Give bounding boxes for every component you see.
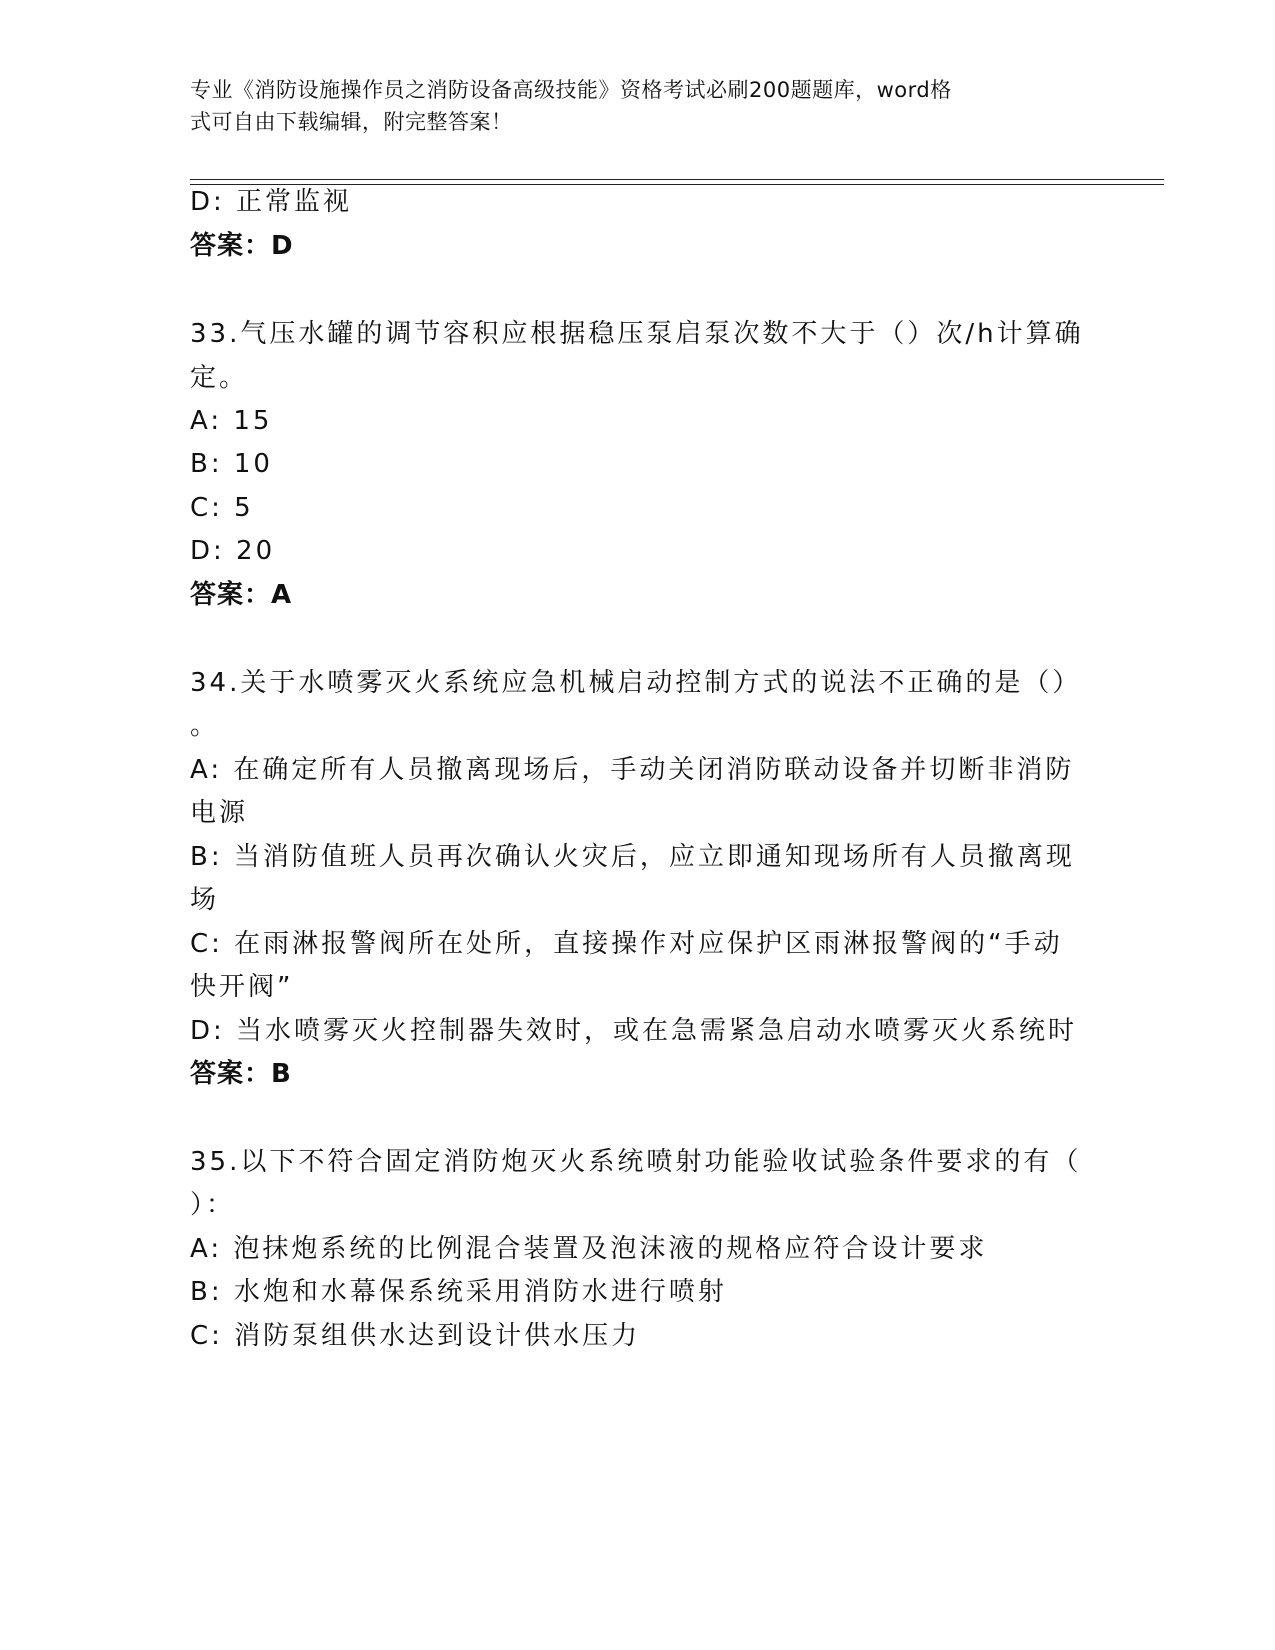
q34-answer: 答案：B	[190, 1059, 292, 1089]
q33-answer: 答案：A	[190, 580, 293, 610]
page-header	[190, 74, 1090, 138]
q35-option-a: A: 泡抹炮系统的比例混合装置及泡沫液的规格应符合设计要求	[190, 1234, 988, 1264]
q34-option-b-line-2: 场	[190, 885, 220, 915]
q33-option-d: D: 20	[190, 536, 276, 566]
q33-option-c: C: 5	[190, 493, 254, 523]
q34-option-c-line-1: C: 在雨淋报警阀所在处所，直接操作对应保护区雨淋报警阀的“手动	[190, 929, 1063, 959]
q34-stem-line-1: 34.关于水喷雾灭火系统应急机械启动控制方式的说法不正确的是（）	[190, 668, 1082, 698]
q32-option-d: D: 正常监视	[190, 187, 353, 217]
q34-option-a-line-1: A: 在确定所有人员撤离现场后，手动关闭消防联动设备并切断非消防	[190, 755, 1075, 785]
q33-option-b: B: 10	[190, 449, 273, 479]
header-line-2: 式可自由下载编辑，附完整答案！	[190, 110, 513, 134]
q34-option-b-line-1: B: 当消防值班人员再次确认火灾后，应立即通知现场所有人员撤离现	[190, 842, 1075, 872]
q34-option-a-line-2: 电源	[190, 798, 249, 828]
q35-option-b: B: 水炮和水幕保系统采用消防水进行喷射	[190, 1277, 727, 1307]
q33-stem-line-1: 33.气压水罐的调节容积应根据稳压泵启泵次数不大于（）次/h计算确	[190, 319, 1084, 349]
q33-option-a: A: 15	[190, 406, 273, 436]
header-line-1: 专业《消防设施操作员之消防设备高级技能》资格考试必刷200题题库，word格	[190, 78, 952, 102]
q34-option-d: D: 当水喷雾灭火控制器失效时，或在急需紧急启动水喷雾灭火系统时	[190, 1016, 1078, 1046]
q34-option-c-line-2: 快开阀”	[190, 972, 294, 1002]
q35-stem-line-2: ）：	[190, 1190, 236, 1220]
header-divider-line	[190, 179, 1164, 180]
q35-stem-line-1: 35.以下不符合固定消防炮灭火系统喷射功能验收试验条件要求的有（	[190, 1147, 1082, 1177]
q32-answer: 答案：D	[190, 231, 294, 261]
q34-stem-line-2: 。	[190, 711, 220, 741]
q33-stem-line-2: 定。	[190, 363, 249, 393]
q35-option-c: C: 消防泵组供水达到设计供水压力	[190, 1321, 641, 1351]
